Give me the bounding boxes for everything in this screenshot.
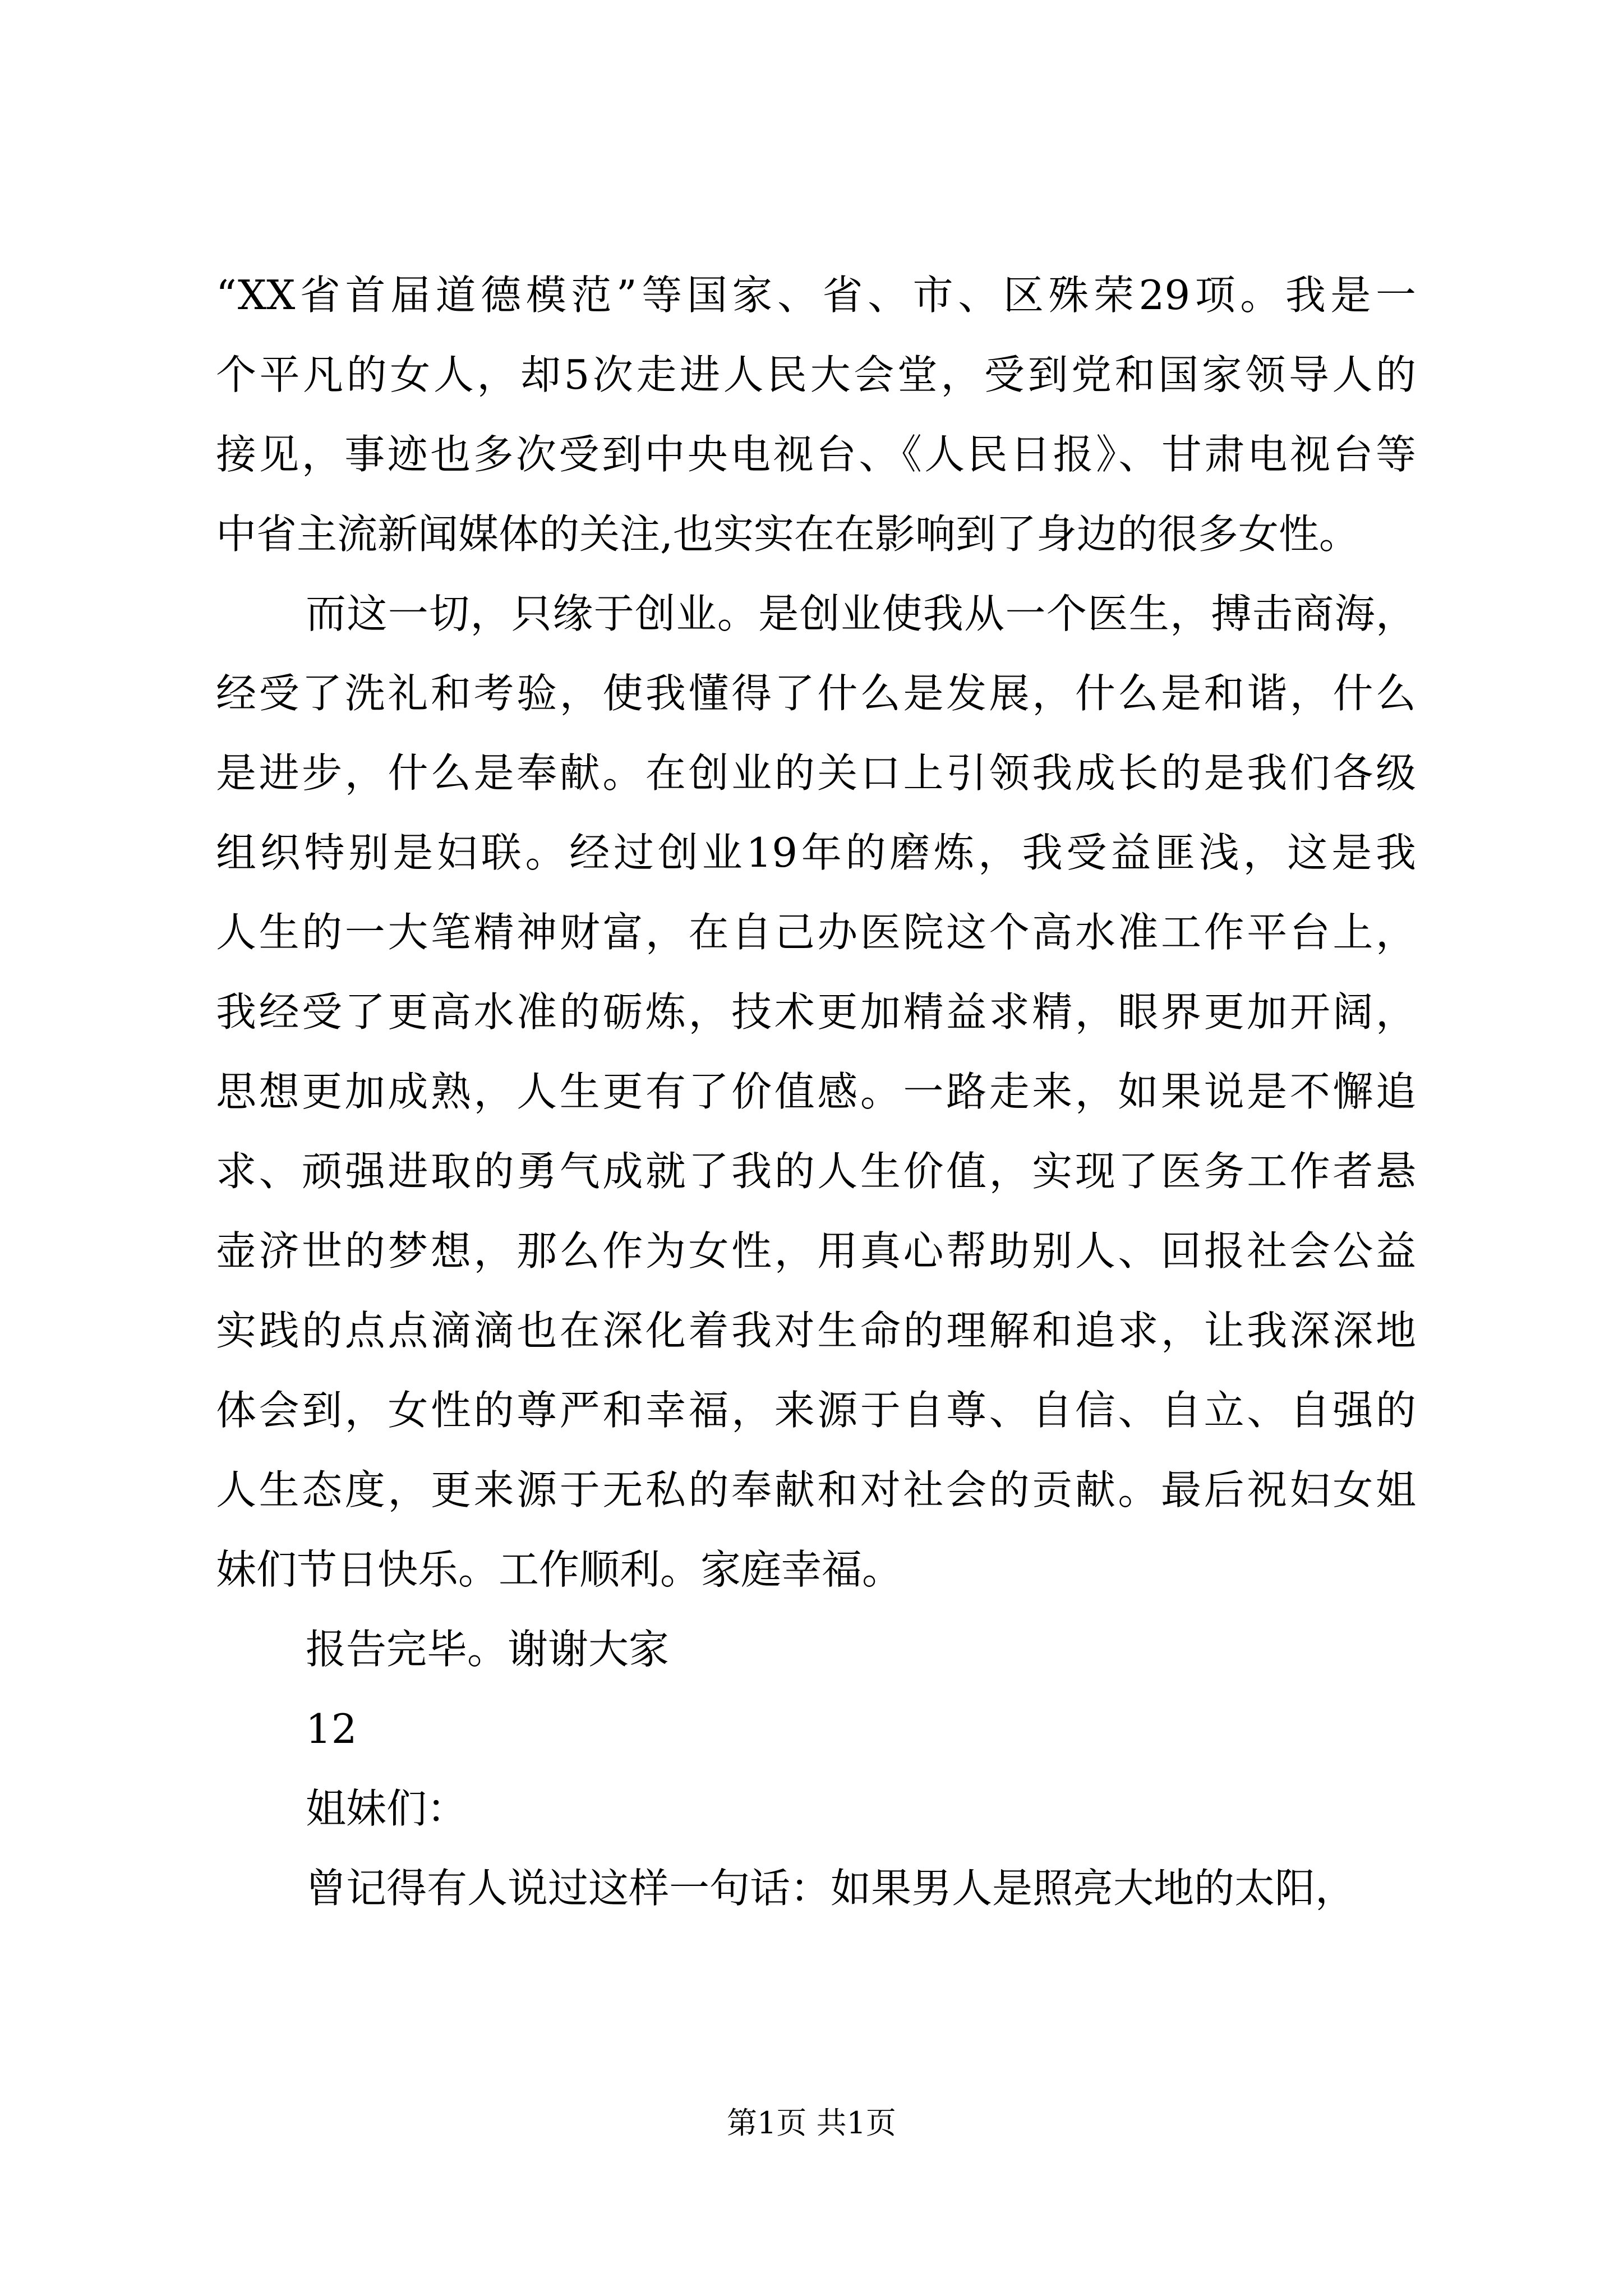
- paragraph-1-line-10: 体会到，女性的尊严和幸福，来源于自尊、自信、自立、自强的: [216, 1387, 1416, 1434]
- paragraph-3-line-0: 12: [306, 1705, 357, 1752]
- paragraph-2-line-0: 报告完毕。谢谢大家: [306, 1626, 670, 1673]
- paragraph-5-line-0: 曾记得有人说过这样一句话：如果男人是照亮大地的太阳，: [306, 1865, 1356, 1912]
- paragraph-1-line-6: 思想更加成熟，人生更有了价值感。一路走来，如果说是不懈追: [216, 1068, 1416, 1115]
- paragraph-1-line-2: 是进步，什么是奉献。在创业的关口上引领我成长的是我们各级: [216, 749, 1416, 797]
- paragraph-1-line-8: 壶济世的梦想，那么作为女性，用真心帮助别人、回报社会公益: [216, 1227, 1416, 1274]
- paragraph-1-line-1: 经受了洗礼和考验，使我懂得了什么是发展，什么是和谐，什么: [216, 670, 1416, 717]
- paragraph-0-line-3: 中省主流新闻媒体的关注,也实实在在影响到了身边的很多女性。: [216, 510, 1359, 558]
- paragraph-0-line-1: 个平凡的女人，却5次走进人民大会堂，受到党和国家领导人的: [216, 351, 1416, 398]
- paragraph-0-line-0: “XX省首届道德模范”等国家、省、市、区殊荣29项。我是一: [216, 272, 1416, 319]
- paragraph-1-line-5: 我经受了更高水准的砺炼，技术更加精益求精，眼界更加开阔，: [216, 988, 1416, 1036]
- paragraph-1-line-7: 求、顽强进取的勇气成就了我的人生价值，实现了医务工作者悬: [216, 1148, 1416, 1195]
- paragraph-0-line-2: 接见，事迹也多次受到中央电视台、《人民日报》、甘肃电视台等: [216, 431, 1416, 478]
- paragraph-1-line-9: 实践的点点滴滴也在深化着我对生命的理解和追求，让我深深地: [216, 1307, 1416, 1354]
- paragraph-1-line-0: 而这一切，只缘于创业。是创业使我从一个医生，搏击商海，: [306, 590, 1416, 637]
- paragraph-1-line-11: 人生态度，更来源于无私的奉献和对社会的贡献。最后祝妇女姐: [216, 1466, 1416, 1513]
- paragraph-1-line-3: 组织特别是妇联。经过创业19年的磨炼，我受益匪浅，这是我: [216, 829, 1416, 876]
- paragraph-4-line-0: 姐妹们：: [306, 1785, 468, 1832]
- paragraph-1-line-4: 人生的一大笔精神财富，在自己办医院这个高水准工作平台上，: [216, 909, 1416, 956]
- document-body: [216, 255, 1416, 1928]
- paragraph-1-line-12: 妹们节日快乐。工作顺利。家庭幸福。: [216, 1546, 903, 1593]
- page-footer: 第1页 共1页: [727, 2105, 896, 2141]
